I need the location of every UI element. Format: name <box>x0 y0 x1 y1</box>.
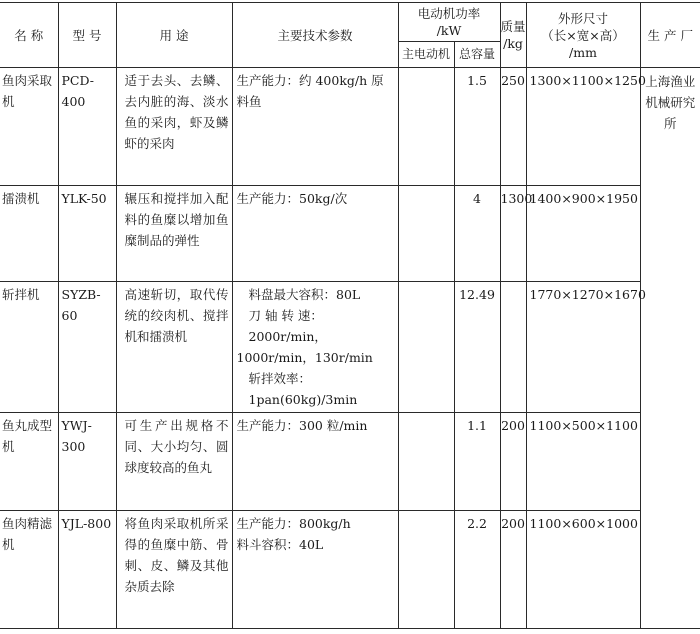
row-total: 4 <box>454 186 500 282</box>
row-main-motor <box>398 282 454 413</box>
row-dims: 1100×500×1100 <box>526 413 640 511</box>
row-name: 鱼肉精滤机 <box>0 511 58 629</box>
param-line: 生产能力：50kg/次 <box>236 191 348 206</box>
header-maker: 生 产 厂 <box>640 3 700 68</box>
row-main-motor <box>398 186 454 282</box>
header-dims <box>526 3 640 68</box>
table-row <box>0 511 700 629</box>
equipment-table <box>0 2 700 629</box>
row-main-motor <box>398 68 454 186</box>
row-params <box>232 511 398 629</box>
row-name: 擂溃机 <box>0 186 58 282</box>
row-use: 将鱼肉采取机所采得的鱼糜中筋、骨刺、皮、鳞及其他杂质去除 <box>116 511 232 629</box>
table-row <box>0 186 700 282</box>
param-line: 斩拌效率：1pan(60kg)/3min <box>248 371 358 407</box>
param-line: 料斗容积：40L <box>236 537 324 552</box>
row-total: 12.49 <box>454 282 500 413</box>
row-maker: 上海渔业机械研究所 <box>640 68 700 629</box>
header-use: 用 途 <box>116 3 232 68</box>
param-line: 刀 轴 转 速：2000r/min， <box>248 308 327 344</box>
row-model: YWJ-300 <box>58 413 116 511</box>
header-params: 主要技术参数 <box>232 3 398 68</box>
row-use: 适于去头、去鳞、去内脏的海、淡水鱼的采肉，虾及鳞虾的采肉 <box>116 68 232 186</box>
row-use: 可生产出规格不同、大小均匀、圆球度较高的鱼丸 <box>116 413 232 511</box>
header-power-line2: /kW <box>436 23 462 38</box>
row-mass <box>500 282 526 413</box>
row-params <box>232 413 398 511</box>
header-mass-line1: 质量 <box>500 19 526 34</box>
row-params <box>232 282 398 413</box>
row-dims: 1770×1270×1670 <box>526 282 640 413</box>
row-use: 高速斩切，取代传统的绞肉机、搅拌机和擂溃机 <box>116 282 232 413</box>
header-dims-line2: （长×宽×高） <box>541 27 625 43</box>
header-model: 型 号 <box>58 3 116 68</box>
header-dims-line3: /mm <box>569 44 597 60</box>
row-total: 1.1 <box>454 413 500 511</box>
header-power <box>398 3 500 42</box>
param-line: 料盘最大容积：80L <box>248 287 361 302</box>
row-model: PCD-400 <box>58 68 116 186</box>
header-name: 名 称 <box>0 3 58 68</box>
row-model: SYZB-60 <box>58 282 116 413</box>
row-main-motor <box>398 413 454 511</box>
param-line: 生产能力：约 400kg/h 原料鱼 <box>236 73 384 109</box>
table-header <box>0 3 700 68</box>
row-main-motor <box>398 511 454 629</box>
row-model: YLK-50 <box>58 186 116 282</box>
header-main-motor: 主电动机 <box>398 42 454 68</box>
row-mass: 250 <box>500 68 526 186</box>
row-mass: 200 <box>500 511 526 629</box>
row-name: 鱼肉采取机 <box>0 68 58 186</box>
header-power-line1: 电动机功率 <box>417 6 481 21</box>
row-params <box>232 186 398 282</box>
row-name: 斩拌机 <box>0 282 58 413</box>
row-mass: 200 <box>500 413 526 511</box>
row-mass: 1300 <box>500 186 526 282</box>
row-params <box>232 68 398 186</box>
header-mass-line2: /kg <box>503 36 523 51</box>
row-dims: 1300×1100×1250 <box>526 68 640 186</box>
row-name: 鱼丸成型机 <box>0 413 58 511</box>
row-model: YJL-800 <box>58 511 116 629</box>
param-line: 1000r/min，130r/min <box>236 350 373 365</box>
row-dims: 1400×900×1950 <box>526 186 640 282</box>
header-total-capacity: 总容量 <box>454 42 500 68</box>
table-row <box>0 282 700 413</box>
table-row <box>0 68 700 186</box>
param-line: 生产能力：800kg/h <box>236 516 351 531</box>
param-line: 生产能力：300 粒/min <box>236 418 368 433</box>
row-use: 辗压和搅拌加入配料的鱼糜以增加鱼糜制品的弹性 <box>116 186 232 282</box>
row-dims: 1100×600×1000 <box>526 511 640 629</box>
row-total: 2.2 <box>454 511 500 629</box>
row-total: 1.5 <box>454 68 500 186</box>
table-row <box>0 413 700 511</box>
header-dims-line1: 外形尺寸 <box>558 10 609 26</box>
header-mass <box>500 3 526 68</box>
